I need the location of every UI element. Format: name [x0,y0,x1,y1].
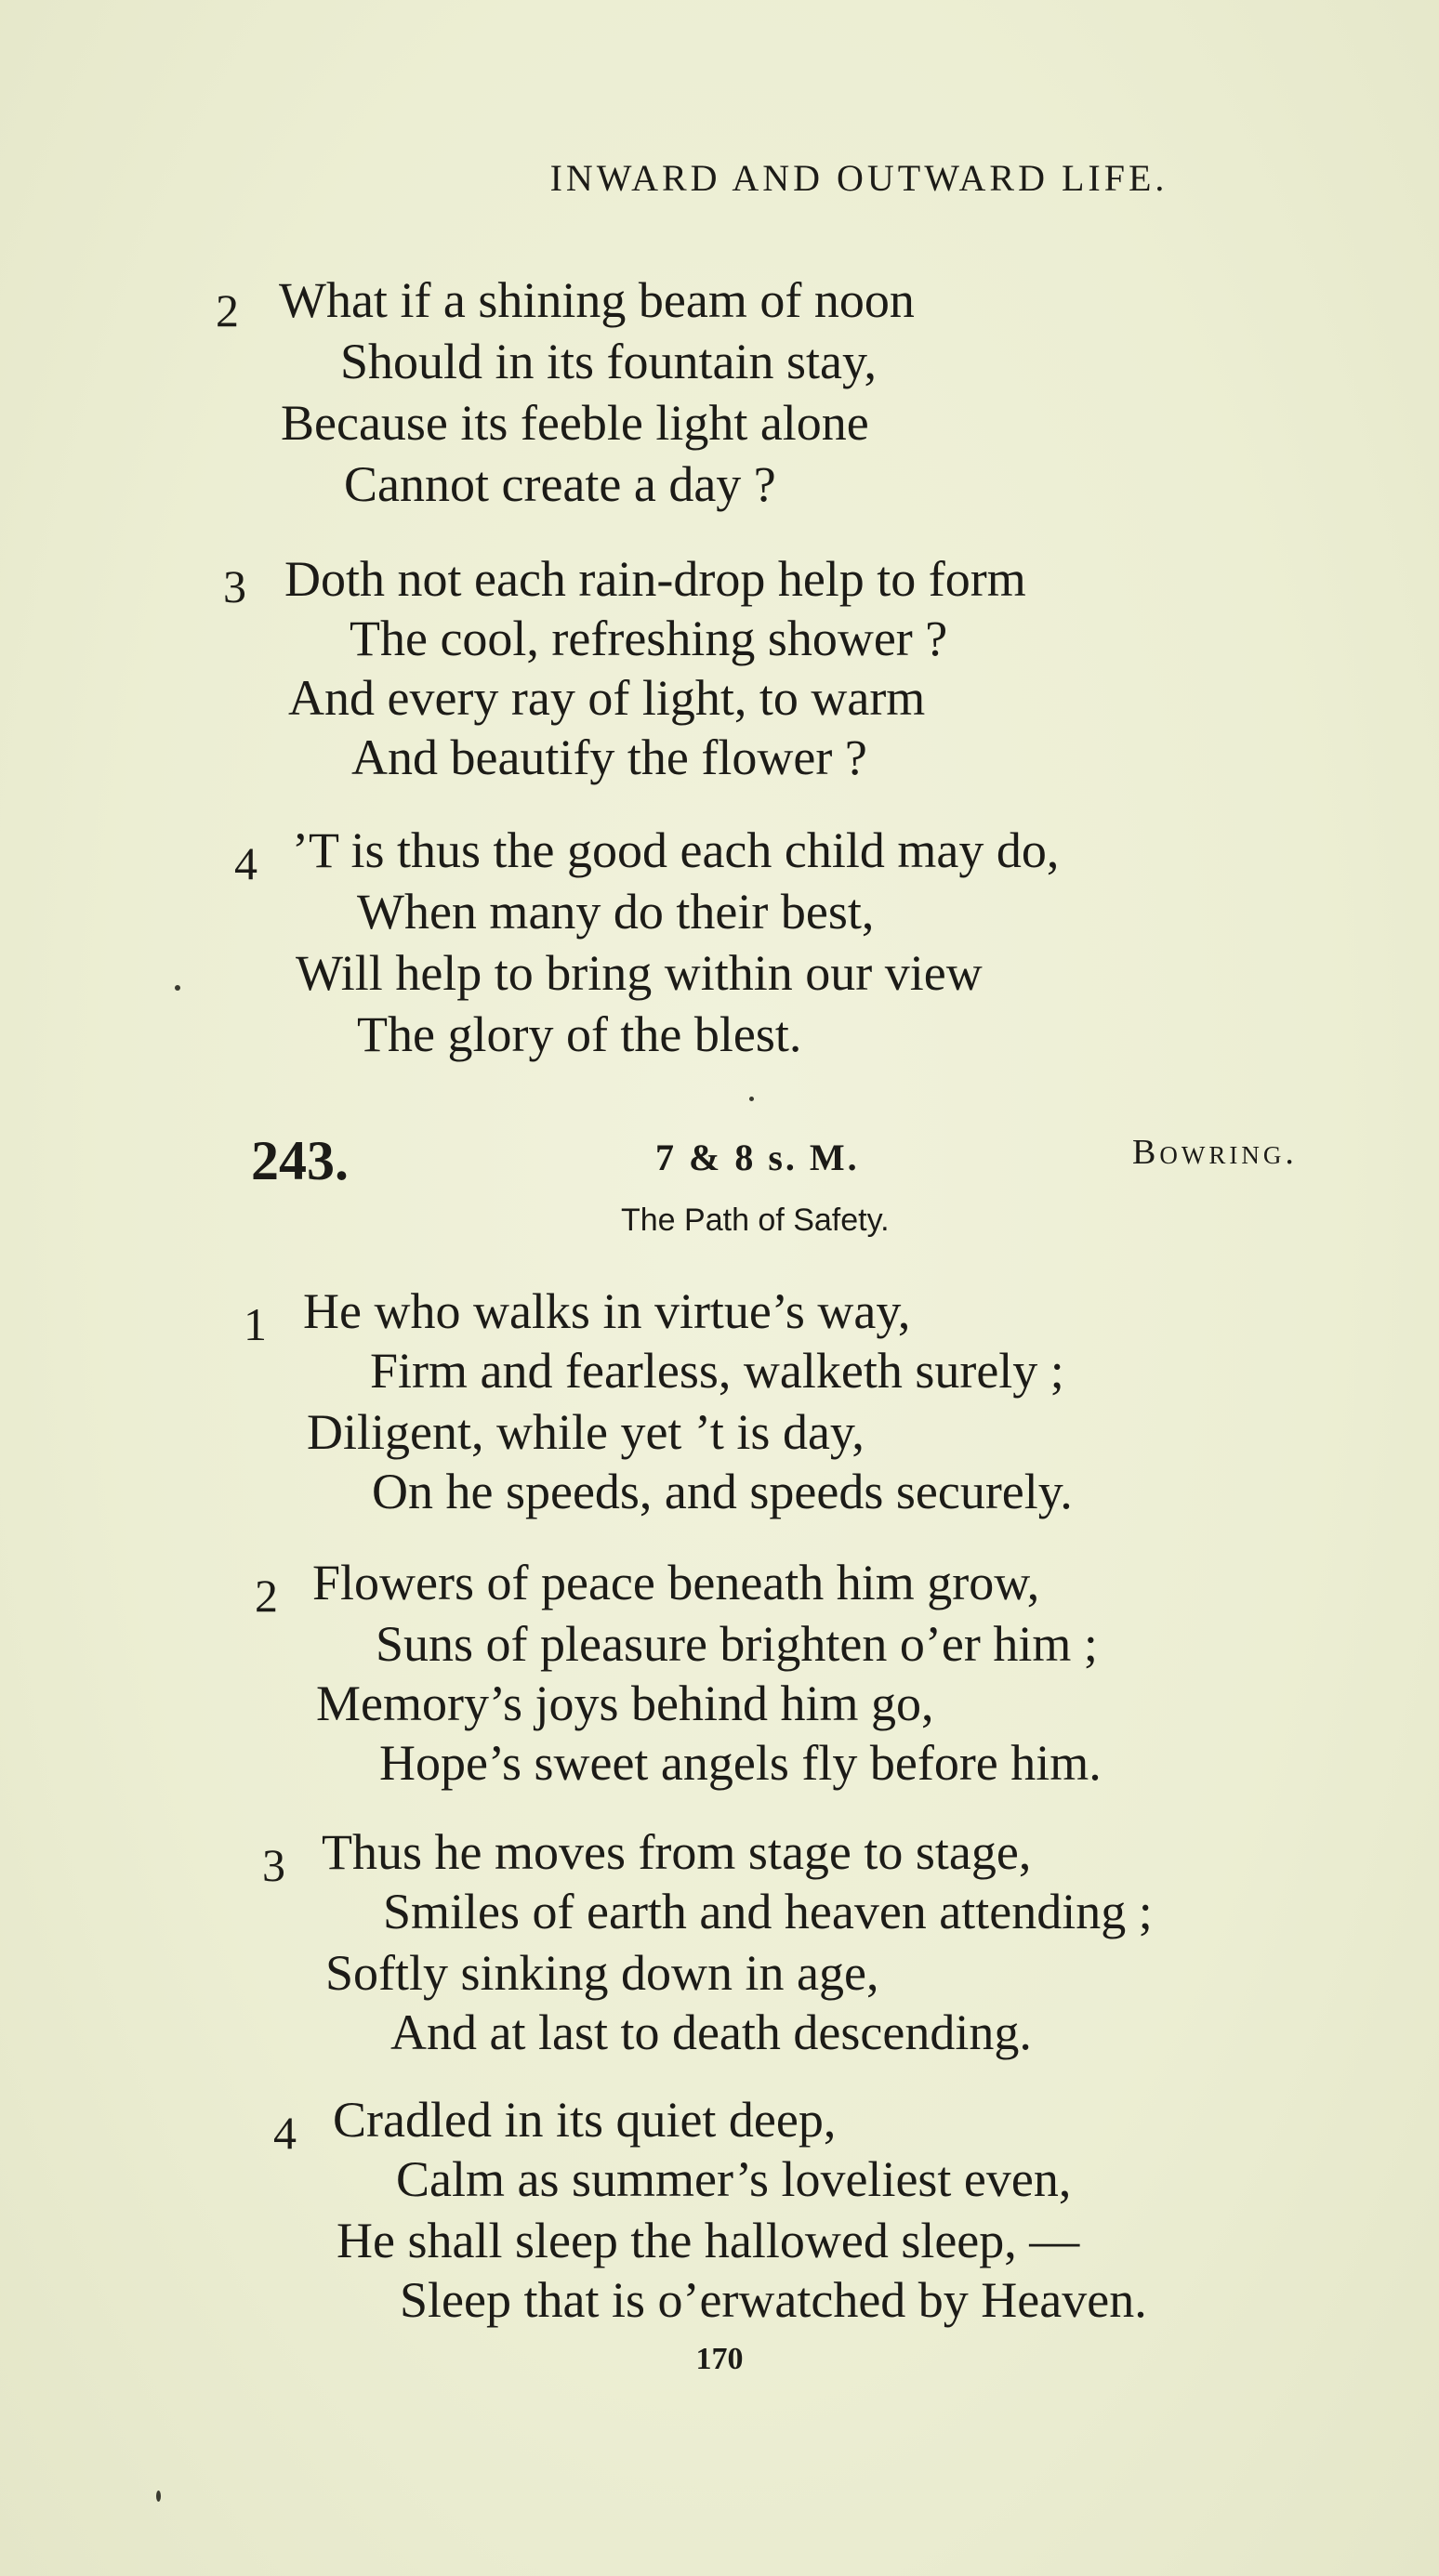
stanza-number: 4 [234,837,257,889]
verse-line: Hope’s sweet angels fly before him. [379,1735,1102,1791]
verse-line: When many do their best, [357,884,875,940]
verse-line: And beautify the flower ? [351,729,867,785]
verse-line: Softly sinking down in age, [325,1945,879,2001]
verse-line: Suns of pleasure brighten o’er him ; [376,1616,1098,1672]
verse-line: Because its feeble light alone [281,395,869,451]
ink-speck [175,985,180,991]
hymn-meter: 7 & 8 s. M. [655,1137,860,1178]
ink-speck [749,1097,754,1101]
hymn-number: 243. [251,1130,349,1191]
verse-line: Memory’s joys behind him go, [316,1676,934,1731]
verse-line: Doth not each rain-drop help to form [284,551,1026,607]
verse-line: The glory of the blest. [357,1006,802,1062]
verse-line: And at last to death descending. [390,2004,1032,2060]
stanza-number: 2 [255,1570,278,1622]
verse-line: Cannot create a day ? [344,456,776,512]
running-head [0,156,1439,200]
stanza-number: 1 [244,1298,267,1350]
verse-line: Diligent, while yet ’t is day, [307,1404,865,1460]
verse-line: Smiles of earth and heaven attending ; [383,1884,1153,1939]
verse-line: Flowers of peace beneath him grow, [312,1555,1040,1610]
running-head-text: INWARD AND OUTWARD LIFE. [549,157,1168,199]
verse-line: What if a shining beam of noon [279,272,915,328]
verse-line: Thus he moves from stage to stage, [322,1824,1032,1880]
verse-line: Will help to bring within our view [296,945,983,1001]
hymn-author: Bowring. [1132,1133,1298,1172]
hymn-title: The Path of Safety. [621,1203,890,1238]
verse-line: Sleep that is o’erwatched by Heaven. [400,2272,1147,2328]
verse-line: He shall sleep the hallowed sleep, — [337,2213,1080,2268]
verse-line: Cradled in its quiet deep, [333,2092,837,2148]
verse-line: ’T is thus the good each child may do, [292,822,1060,878]
stanza-number: 3 [262,1839,285,1891]
verse-line: On he speeds, and speeds securely. [372,1464,1073,1519]
verse-line: Should in its fountain stay, [340,334,877,389]
ink-speck [156,2491,161,2502]
verse-line: Calm as summer’s loveliest even, [396,2151,1072,2207]
verse-line: He who walks in virtue’s way, [303,1283,911,1339]
stanza-number: 4 [273,2107,297,2159]
verse-line: The cool, refreshing shower ? [350,611,948,666]
stanza-number: 2 [216,284,239,336]
stanza-number: 3 [223,560,246,612]
verse-line: And every ray of light, to warm [288,670,926,726]
verse-line: Firm and fearless, walketh surely ; [370,1343,1064,1399]
page-number: 170 [695,2342,744,2376]
